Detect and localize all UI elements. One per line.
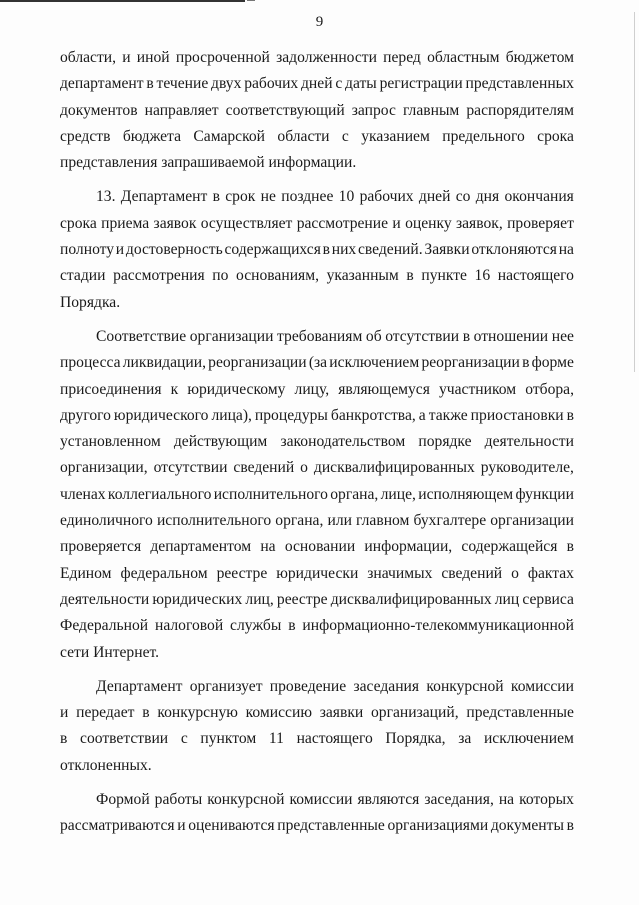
text-line	[60, 403, 574, 429]
word: срока	[60, 214, 97, 232]
word: окончания	[504, 188, 574, 206]
word: задолженности	[276, 49, 377, 66]
word: работы	[154, 791, 203, 809]
word: указанным	[326, 267, 399, 285]
text-line	[60, 674, 574, 700]
word: главном	[356, 512, 410, 530]
word: оценку	[405, 214, 452, 232]
word: в	[146, 75, 154, 93]
word: основании	[284, 538, 356, 556]
paragraph-commission-work-form	[60, 787, 574, 840]
text-line	[60, 263, 574, 289]
word: также	[428, 406, 468, 424]
word: содержащихся	[224, 241, 321, 259]
word: порядке	[418, 433, 472, 451]
text-line	[60, 813, 574, 839]
word: комиссии	[289, 791, 353, 809]
word: дней	[301, 75, 333, 93]
text-line	[60, 455, 574, 481]
word: Формой	[96, 791, 150, 809]
word: конкурсной	[426, 677, 504, 695]
word: фактах	[527, 564, 574, 582]
word: представленных	[465, 75, 574, 93]
word: со	[455, 188, 471, 206]
word: рассматриваются	[60, 817, 175, 835]
word: организаций,	[371, 704, 459, 722]
word: Департамент	[120, 188, 208, 206]
word: организации	[189, 327, 274, 345]
paragraph-item-13	[60, 184, 574, 315]
word: в	[566, 406, 574, 424]
word: с	[341, 127, 349, 145]
text-line	[60, 561, 574, 587]
word: бюджетом	[505, 49, 574, 66]
word: бюджета	[122, 127, 181, 145]
word: достоверность	[125, 241, 223, 259]
word: участником	[438, 380, 517, 398]
word: единоличного	[60, 512, 153, 530]
word: органа,	[330, 485, 379, 503]
word: реорганизации	[421, 354, 520, 372]
word: исключением	[483, 730, 574, 748]
text-line	[60, 324, 574, 350]
text-line	[60, 184, 574, 210]
word: или	[327, 512, 352, 530]
word: об	[365, 327, 382, 345]
word: средств	[60, 127, 111, 145]
word: в	[406, 267, 414, 285]
text-line: Порядка.	[60, 293, 121, 311]
word: процесса	[60, 354, 121, 372]
word: документы	[490, 817, 564, 835]
word: организации	[490, 512, 574, 530]
text-line	[60, 350, 574, 376]
word: реорганизации	[208, 354, 307, 372]
word: и	[392, 214, 401, 232]
word: проверяется	[60, 538, 142, 556]
word: отсутствии	[385, 327, 460, 345]
word: запрос	[351, 101, 396, 119]
word: даты	[345, 75, 377, 93]
word: главным	[402, 101, 460, 119]
word: установленном	[60, 433, 161, 451]
word: органа,	[275, 512, 324, 530]
document-body	[60, 45, 574, 840]
word: срока	[537, 127, 574, 145]
word: области,	[60, 49, 117, 66]
scan-artifact-edge	[634, 12, 635, 372]
text-line: отклоненных.	[60, 756, 152, 774]
word: и	[115, 241, 125, 259]
word: пункте	[421, 267, 467, 285]
word: на	[498, 791, 515, 809]
paragraph-continuation	[60, 45, 574, 176]
word: соответствии	[80, 730, 169, 748]
word: юридических	[152, 590, 243, 608]
word: соответствующий	[225, 101, 345, 119]
word: дня	[475, 188, 500, 206]
word: рабочих	[244, 75, 299, 93]
paragraph-commission-meeting	[60, 674, 574, 779]
word: представленные	[277, 817, 385, 835]
word: в	[566, 538, 574, 556]
text-line	[60, 211, 574, 237]
word: значимых	[367, 564, 433, 582]
scan-artifact-rule	[0, 0, 245, 2]
word: конкурсной	[207, 791, 285, 809]
word: рассмотрения	[113, 267, 205, 285]
word: 16	[474, 267, 491, 285]
word: а	[418, 406, 426, 424]
word: дисквалифицированных	[330, 590, 492, 608]
text-line	[60, 45, 574, 71]
word: к	[170, 380, 179, 398]
word: проведение	[269, 677, 347, 695]
word: 10	[338, 188, 355, 206]
word: срок	[225, 188, 256, 206]
word: иной	[136, 49, 170, 66]
word: 13.	[96, 188, 116, 206]
text-line	[60, 726, 574, 752]
word: направляет	[144, 101, 219, 119]
word: заседания	[353, 677, 420, 695]
word: лиц,	[245, 590, 274, 608]
word: с	[180, 730, 188, 748]
word: заявки	[319, 704, 364, 722]
word: банкротства,	[330, 406, 416, 424]
word: исполняющем	[418, 485, 514, 503]
text-line	[60, 482, 574, 508]
word: сведений.	[357, 241, 423, 259]
word: сведений	[233, 459, 295, 477]
word: заявок	[153, 214, 197, 232]
word: в	[142, 704, 150, 722]
word: членах	[60, 485, 106, 503]
word: департамент	[60, 75, 144, 93]
word: регистрации	[379, 75, 463, 93]
word: лицу,	[294, 380, 330, 398]
word: отбора,	[525, 380, 574, 398]
word: реестре	[276, 590, 328, 608]
word: функции	[515, 485, 574, 503]
word: информационно-телекоммуникационной	[302, 617, 574, 635]
word: рассмотрение	[296, 214, 389, 232]
word: сведений	[441, 564, 503, 582]
word: Департамент	[96, 677, 183, 695]
text-line	[60, 429, 574, 455]
word: на	[558, 241, 574, 259]
word: процедуры	[254, 406, 328, 424]
word: не	[260, 188, 276, 206]
word: юридического	[113, 406, 209, 424]
word: законодательством	[280, 433, 406, 451]
word: комиссию	[245, 704, 312, 722]
word: дней	[418, 188, 451, 206]
word: рабочих	[359, 188, 414, 206]
word: в	[60, 730, 68, 748]
word: просроченной	[175, 49, 270, 66]
word: организациями	[387, 817, 489, 835]
word: по	[212, 267, 229, 285]
word: Соответствие	[96, 327, 187, 345]
word: ликвидации,	[122, 354, 206, 372]
text-line	[60, 534, 574, 560]
word: требованиям	[277, 327, 363, 345]
word: с	[335, 75, 343, 93]
word: сервиса	[522, 590, 574, 608]
word: о	[511, 564, 519, 582]
word: них	[331, 241, 357, 259]
word: в	[288, 617, 296, 635]
word: 11	[268, 730, 284, 748]
paragraph-compliance-check	[60, 324, 574, 666]
word: исполнительного	[213, 485, 328, 503]
word: предельного	[442, 127, 525, 145]
word: области	[277, 127, 330, 145]
text-line	[60, 377, 574, 403]
word: действующим	[173, 433, 268, 451]
word: другого	[60, 406, 111, 424]
word: отсутствии	[153, 459, 228, 477]
word: в	[566, 817, 574, 835]
word: являются	[357, 791, 420, 809]
word: настоящего	[497, 267, 574, 285]
word: Самарской	[193, 127, 266, 145]
word: исполнительного	[156, 512, 272, 530]
word: лице,	[380, 485, 416, 503]
word: двух	[211, 75, 242, 93]
word: юридически	[276, 564, 359, 582]
word: комиссии	[510, 677, 574, 695]
text-line	[60, 98, 574, 124]
word: содержащейся	[461, 538, 558, 556]
word: налоговой	[155, 617, 224, 635]
word: нее	[551, 327, 574, 345]
word: и	[60, 704, 69, 722]
text-line: сети Интернет.	[60, 643, 160, 661]
text-line	[60, 237, 574, 263]
word: приема	[101, 214, 150, 232]
text-line	[60, 124, 574, 150]
word: о	[300, 459, 308, 477]
word: Заявки	[424, 241, 470, 259]
word: присоединения	[60, 380, 162, 398]
word: коллегиального	[107, 485, 212, 503]
word: лиц	[494, 590, 520, 608]
word: являющемуся	[338, 380, 430, 398]
word: оцениваются	[188, 817, 275, 835]
word: отношении	[473, 327, 549, 345]
word: приостановки	[470, 406, 564, 424]
word: Порядка,	[385, 730, 446, 748]
word: за	[458, 730, 472, 748]
word: в	[462, 327, 471, 345]
word: бухгалтере	[413, 512, 487, 530]
word: позднее	[281, 188, 334, 206]
word: в	[522, 354, 530, 372]
word: руководителе,	[480, 459, 574, 477]
word: лица),	[211, 406, 252, 424]
word: распорядителям	[466, 101, 574, 119]
word: организации,	[60, 459, 148, 477]
word: пунктом	[200, 730, 257, 748]
word: представленные	[466, 704, 574, 722]
text-line	[60, 787, 574, 813]
word: организует	[189, 677, 263, 695]
word: Едином	[60, 564, 112, 582]
word: Федеральной	[60, 617, 149, 635]
word: указанием	[361, 127, 430, 145]
word: деятельности	[484, 433, 574, 451]
word: отклоняются	[471, 241, 557, 259]
text-line	[60, 71, 574, 97]
word: на	[260, 538, 276, 556]
word: юридическому	[187, 380, 286, 398]
text-line	[60, 508, 574, 534]
word: информации,	[364, 538, 453, 556]
word: областным	[427, 49, 500, 66]
word: осуществляет	[200, 214, 293, 232]
word: деятельности	[60, 590, 150, 608]
text-line	[60, 613, 574, 639]
text-line: представления запрашиваемой информации.	[60, 154, 357, 172]
text-line	[60, 587, 574, 613]
text-line	[60, 700, 574, 726]
word: исключением	[329, 354, 420, 372]
word: заявок,	[455, 214, 503, 232]
word: документов	[60, 101, 138, 119]
word: которых	[519, 791, 574, 809]
page-number: 9	[315, 14, 324, 30]
word: течение	[156, 75, 209, 93]
word: перед	[383, 49, 421, 66]
word: и	[177, 817, 186, 835]
word: службы	[230, 617, 282, 635]
word: основаниям,	[236, 267, 319, 285]
word: настоящего	[296, 730, 373, 748]
word: передает	[76, 704, 135, 722]
word: заседания,	[424, 791, 494, 809]
word: реестре	[216, 564, 268, 582]
word: и	[122, 49, 131, 66]
word: конкурсную	[157, 704, 238, 722]
word: департаментом	[150, 538, 252, 556]
word: форме	[531, 354, 574, 372]
word: в	[322, 241, 330, 259]
scan-artifact-mark	[247, 0, 255, 1]
word: (за	[308, 354, 328, 372]
word: федеральном	[120, 564, 208, 582]
word: дисквалифицированных	[313, 459, 475, 477]
word: в	[212, 188, 220, 206]
word: проверяет	[507, 214, 574, 232]
word: стадии	[60, 267, 106, 285]
word: полноту	[60, 241, 115, 259]
